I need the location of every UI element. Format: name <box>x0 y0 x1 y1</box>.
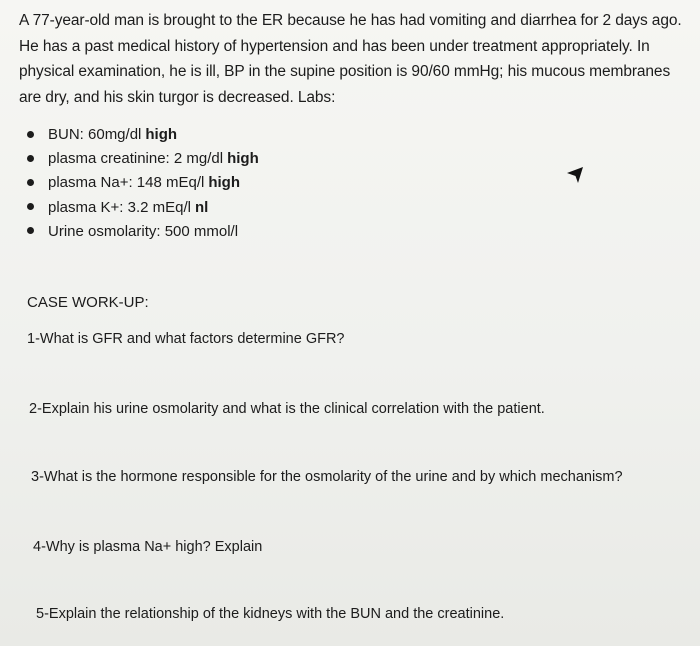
bullet-icon <box>27 155 34 162</box>
lab-flag: nl <box>194 198 209 216</box>
bullet-icon <box>27 131 34 138</box>
lab-item-urine-osmolarity <box>24 220 259 244</box>
bullet-icon <box>27 203 34 210</box>
question-2: 2-Explain his urine osmolarity and what is the clinical correlation with the patient. <box>29 401 545 417</box>
lab-value: BUN: 60mg/dl <box>48 126 142 143</box>
lab-value: Urine osmolarity: 500 mmol/l <box>48 222 239 240</box>
lab-item-bun <box>24 123 259 147</box>
lab-value: plasma creatinine: 2 mg/dl <box>48 150 224 168</box>
lab-value: plasma Na+: 148 mEq/l <box>48 174 205 192</box>
bullet-icon <box>27 227 34 234</box>
question-3: 3-What is the hormone responsible for the osmolarity of the urine and by which mechanism? <box>31 469 623 485</box>
lab-flag: high <box>145 126 178 143</box>
question-1: 1-What is GFR and what factors determine GFR? <box>27 331 345 347</box>
question-4: 4-Why is plasma Na+ high? Explain <box>33 539 263 555</box>
workup-heading: CASE WORK-UP: <box>27 294 149 311</box>
labs-list <box>24 123 259 244</box>
lab-item-potassium <box>24 196 259 220</box>
lab-item-creatinine <box>24 147 259 171</box>
case-intro-paragraph: A 77-year-old man is brought to the ER because he has had vomiting and diarrhea for 2 days ago. He has a past medical history of hypertension and has been under treatment appropriately. In physical examination, he is ill, BP in the supine position is 90/60 mmHg; his mucous membranes are dry, and his skin turgor is decreased. Labs: <box>19 12 682 106</box>
lab-flag: high <box>208 174 240 192</box>
bullet-icon <box>27 179 34 186</box>
lab-value: plasma K+: 3.2 mEq/l <box>48 198 191 216</box>
mouse-pointer-icon <box>566 165 584 185</box>
lab-flag: high <box>227 150 259 168</box>
lab-item-sodium <box>24 171 259 195</box>
question-5: 5-Explain the relationship of the kidneys with the BUN and the creatinine. <box>36 606 505 622</box>
